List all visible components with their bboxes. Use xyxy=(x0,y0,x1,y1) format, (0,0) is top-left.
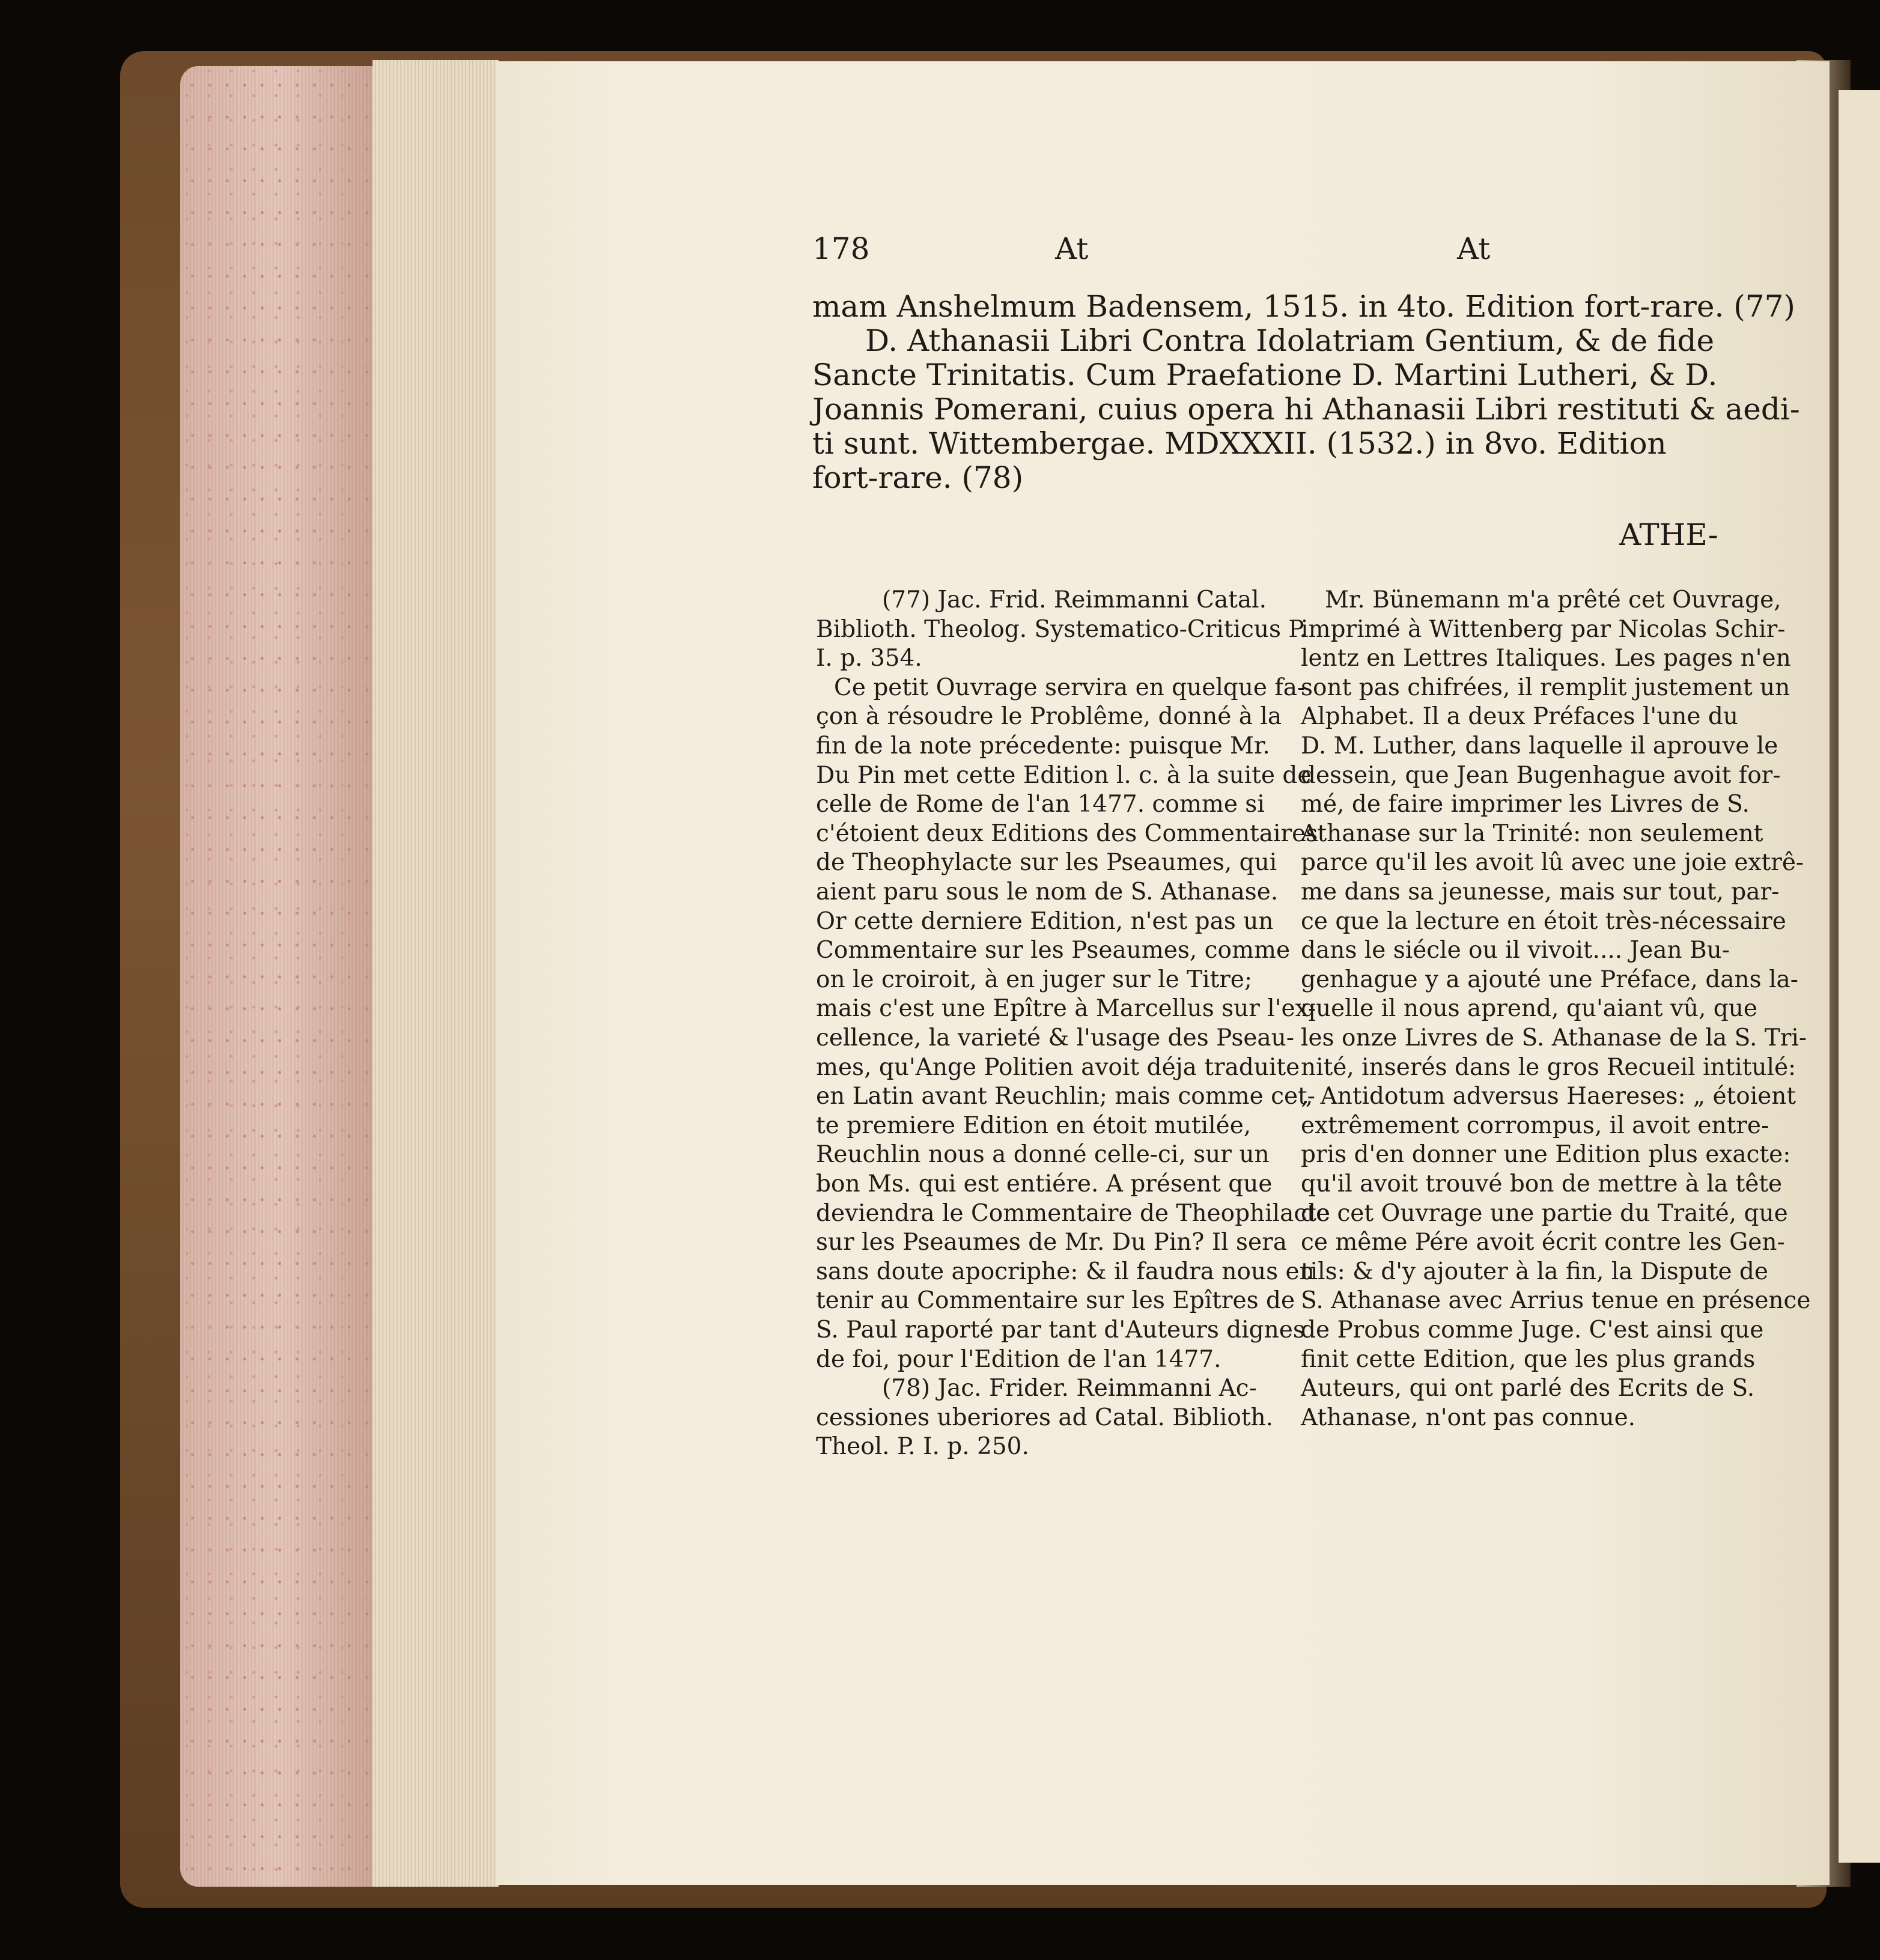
footnote-line: Athanase sur la Trinité: non seulement xyxy=(1301,820,1763,847)
footnote-line: S. Paul raporté par tant d'Auteurs dignes xyxy=(816,1316,1305,1344)
footnote-line: (77) Jac. Frid. Reimmanni Catal. xyxy=(882,586,1267,613)
facing-page-edge xyxy=(1839,90,1880,1863)
footnote-line: S. Athanase avec Arrius tenue en présence xyxy=(1301,1287,1811,1315)
footnote-line: sur les Pseaumes de Mr. Du Pin? Il sera xyxy=(816,1229,1287,1256)
footnote-line: Ce petit Ouvrage servira en quelque fa- xyxy=(834,674,1306,701)
footnote-line: çon à résoudre le Problême, donné à la xyxy=(816,703,1282,731)
footnote-line: ce même Pére avoit écrit contre les Gen- xyxy=(1301,1229,1785,1256)
footnote-line: Athanase, n'ont pas connue. xyxy=(1301,1404,1636,1431)
footnote-line: (78) Jac. Frider. Reimmanni Ac- xyxy=(882,1375,1257,1402)
main-text-line: D. Athanasii Libri Contra Idolatriam Gentium, & de fide xyxy=(865,323,1715,358)
footnote-line: bon Ms. qui est entiére. A présent que xyxy=(816,1170,1273,1198)
footnote-line: cellence, la varieté & l'usage des Pseau- xyxy=(816,1024,1294,1052)
running-head-left: At xyxy=(1055,231,1089,266)
footnote-line: de cet Ouvrage une partie du Traité, que xyxy=(1301,1199,1788,1227)
page-fore-edge xyxy=(180,66,379,1887)
main-text-line: fort-rare. (78) xyxy=(812,460,1024,495)
page-number: 178 xyxy=(812,231,870,266)
footnote-line: imprimé à Wittenberg par Nicolas Schir- xyxy=(1301,615,1786,643)
footnote-line: pris d'en donner une Edition plus exacte: xyxy=(1301,1141,1791,1169)
footnote-line: lentz en Lettres Italiques. Les pages n'en xyxy=(1301,645,1791,672)
footnote-line: c'étoient deux Editions des Commentaires xyxy=(816,820,1318,847)
footnote-line: mes, qu'Ange Politien avoit déja traduite xyxy=(816,1053,1300,1081)
footnote-line: dessein, que Jean Bugenhague avoit for- xyxy=(1301,761,1781,789)
footnote-line: Commentaire sur les Pseaumes, comme xyxy=(816,937,1291,964)
footnote-line: genhague y a ajouté une Préface, dans la- xyxy=(1301,966,1798,993)
footnote-line: Reuchlin nous a donné celle-ci, sur un xyxy=(816,1141,1270,1169)
footnote-line: nité, inserés dans le gros Recueil intitulé: xyxy=(1301,1053,1796,1081)
footnote-line: celle de Rome de l'an 1477. comme si xyxy=(816,791,1265,818)
main-text-line: Joannis Pomerani, cuius opera hi Athanasii Libri restituti & aedi- xyxy=(812,392,1800,427)
footnote-line: dans le siécle ou il vivoit.... Jean Bu- xyxy=(1301,937,1730,964)
footnote-line: me dans sa jeunesse, mais sur tout, par- xyxy=(1301,878,1780,905)
footnote-line: quelle il nous aprend, qu'aiant vû, que xyxy=(1301,995,1757,1023)
footnote-line: les onze Livres de S. Athanase de la S. Tri- xyxy=(1301,1024,1807,1052)
footnote-line: Or cette derniere Edition, n'est pas un xyxy=(816,907,1274,935)
footnote-line: I. p. 354. xyxy=(816,645,922,672)
footnote-line: extrêmement corrompus, il avoit entre- xyxy=(1301,1112,1769,1139)
main-text-line: ti sunt. Wittembergae. MDXXXII. (1532.) in 8vo. Edition xyxy=(812,426,1667,461)
footnote-line: Biblioth. Theolog. Systematico-Criticus P. xyxy=(816,615,1307,643)
footnote-line: deviendra le Commentaire de Theophilacte xyxy=(816,1199,1330,1227)
footnote-line: Auteurs, qui ont parlé des Ecrits de S. xyxy=(1301,1375,1755,1402)
footnote-line: tils: & d'y ajouter à la fin, la Dispute de xyxy=(1301,1258,1768,1285)
footnote-line: Mr. Bünemann m'a prêté cet Ouvrage, xyxy=(1325,586,1781,613)
footnote-line: de Probus comme Juge. C'est ainsi que xyxy=(1301,1316,1764,1344)
main-text-line: mam Anshelmum Badensem, 1515. in 4to. Edition fort-rare. (77) xyxy=(812,289,1795,324)
footnote-line: sans doute apocriphe: & il faudra nous en xyxy=(816,1258,1315,1285)
footnote-line: qu'il avoit trouvé bon de mettre à la tête xyxy=(1301,1170,1783,1198)
footnote-line: „ Antidotum adversus Haereses: „ étoient xyxy=(1301,1083,1796,1110)
footnote-line: de foi, pour l'Edition de l'an 1477. xyxy=(816,1345,1221,1373)
footnote-line: mé, de faire imprimer les Livres de S. xyxy=(1301,791,1750,818)
footnote-line: fin de la note précedente: puisque Mr. xyxy=(816,732,1270,759)
footnote-line: tenir au Commentaire sur les Epîtres de xyxy=(816,1287,1295,1315)
footnote-line: on le croiroit, à en juger sur le Titre; xyxy=(816,966,1253,993)
footnote-line: en Latin avant Reuchlin; mais comme cet- xyxy=(816,1083,1315,1110)
footnote-line: D. M. Luther, dans laquelle il aprouve le xyxy=(1301,732,1778,759)
page-stack xyxy=(373,60,499,1887)
footnote-line: parce qu'il les avoit lû avec une joie extrê- xyxy=(1301,849,1804,877)
main-text-line: Sancte Trinitatis. Cum Praefatione D. Martini Lutheri, & D. xyxy=(812,358,1718,392)
footnote-line: de Theophylacte sur les Pseaumes, qui xyxy=(816,849,1277,877)
footnote-line: Alphabet. Il a deux Préfaces l'une du xyxy=(1301,703,1738,731)
footnote-line: finit cette Edition, que les plus grands xyxy=(1301,1345,1756,1373)
running-head-right: At xyxy=(1457,231,1491,266)
footnote-line: mais c'est une Epître à Marcellus sur l'ex- xyxy=(816,995,1316,1023)
footnote-line: sont pas chifrées, il remplit justement un xyxy=(1301,674,1790,701)
footnote-line: Du Pin met cette Edition l. c. à la suite de xyxy=(816,761,1312,789)
footnote-line: Theol. P. I. p. 250. xyxy=(816,1433,1029,1461)
footnote-line: ce que la lecture en étoit très-nécessaire xyxy=(1301,907,1786,935)
footnote-line: cessiones uberiores ad Catal. Biblioth. xyxy=(816,1404,1274,1431)
catchword: ATHE- xyxy=(1619,517,1718,552)
footnote-line: te premiere Edition en étoit mutilée, xyxy=(816,1112,1252,1139)
footnote-line: aient paru sous le nom de S. Athanase. xyxy=(816,878,1279,905)
